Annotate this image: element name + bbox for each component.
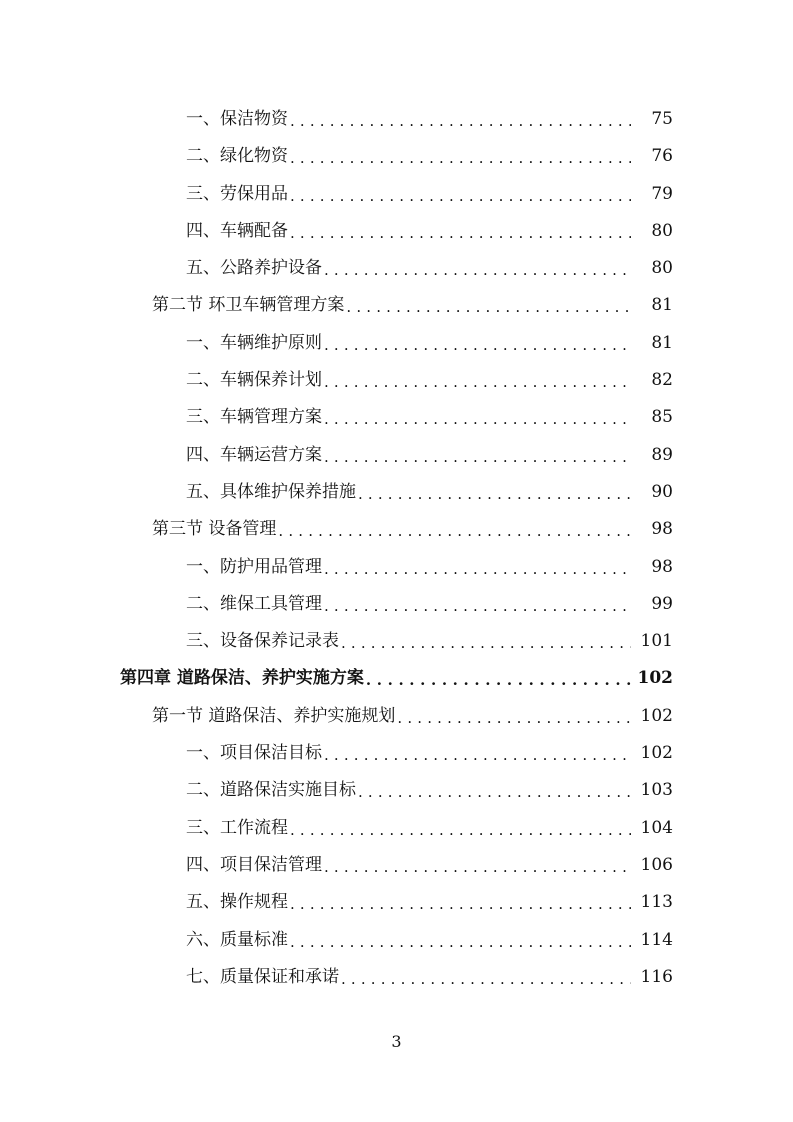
toc-entry[interactable] xyxy=(0,660,793,697)
toc-dot-leader xyxy=(324,325,631,362)
page-number: 3 xyxy=(391,1032,402,1051)
toc-entry[interactable] xyxy=(0,325,793,362)
toc-entry[interactable] xyxy=(0,176,793,213)
toc-entry-title: 六、质量标准 xyxy=(186,929,288,950)
toc-entry-title: 二、绿化物资 xyxy=(186,146,288,167)
toc-entry-page: 81 xyxy=(651,295,673,316)
toc-entry[interactable] xyxy=(0,772,793,809)
table-of-contents xyxy=(0,101,793,996)
toc-entry[interactable] xyxy=(0,437,793,474)
toc-entry-title: 七、质量保证和承诺 xyxy=(186,966,339,987)
toc-entry-page: 113 xyxy=(640,892,673,913)
toc-dot-leader xyxy=(290,176,631,213)
toc-entry[interactable] xyxy=(0,250,793,287)
toc-entry-title: 二、车辆保养计划 xyxy=(186,370,322,391)
toc-dot-leader xyxy=(290,138,631,175)
toc-entry[interactable] xyxy=(0,549,793,586)
toc-entry-title: 四、车辆配备 xyxy=(186,220,288,241)
toc-entry-title: 三、工作流程 xyxy=(186,817,288,838)
toc-dot-leader xyxy=(324,362,631,399)
toc-entry-page: 79 xyxy=(651,183,673,204)
toc-entry[interactable] xyxy=(0,884,793,921)
toc-entry-page: 103 xyxy=(640,780,673,801)
toc-entry-page: 80 xyxy=(651,258,673,279)
toc-entry-page: 114 xyxy=(640,929,673,950)
toc-dot-leader xyxy=(290,810,631,847)
toc-entry-page: 98 xyxy=(651,519,673,540)
toc-dot-leader xyxy=(397,698,631,735)
toc-entry[interactable] xyxy=(0,810,793,847)
toc-entry-page: 82 xyxy=(651,370,673,391)
toc-dot-leader xyxy=(324,847,631,884)
toc-dot-leader xyxy=(358,474,631,511)
toc-dot-leader xyxy=(290,213,631,250)
toc-entry[interactable] xyxy=(0,213,793,250)
toc-entry-page: 102 xyxy=(640,705,673,726)
toc-dot-leader xyxy=(324,250,631,287)
toc-entry-title: 三、设备保养记录表 xyxy=(186,631,339,652)
toc-entry-title: 第一节 道路保洁、养护实施规划 xyxy=(152,705,396,726)
toc-entry-title: 四、项目保洁管理 xyxy=(186,854,322,875)
toc-entry-title: 二、维保工具管理 xyxy=(186,593,322,614)
toc-entry[interactable] xyxy=(0,101,793,138)
toc-entry-page: 104 xyxy=(640,817,673,838)
toc-entry-page: 98 xyxy=(651,556,673,577)
toc-entry-title: 第二节 环卫车辆管理方案 xyxy=(152,295,345,316)
toc-dot-leader xyxy=(358,772,631,809)
toc-entry-title: 五、具体维护保养措施 xyxy=(186,481,356,502)
toc-entry-title: 三、车辆管理方案 xyxy=(186,407,322,428)
toc-entry[interactable] xyxy=(0,735,793,772)
toc-entry[interactable] xyxy=(0,474,793,511)
toc-entry-title: 三、劳保用品 xyxy=(186,183,288,204)
toc-entry-title: 五、操作规程 xyxy=(186,892,288,913)
toc-dot-leader xyxy=(346,287,631,324)
toc-entry-page: 102 xyxy=(637,668,673,689)
toc-entry-page: 99 xyxy=(651,593,673,614)
toc-entry[interactable] xyxy=(0,922,793,959)
toc-dot-leader xyxy=(290,101,631,138)
toc-dot-leader xyxy=(324,735,631,772)
toc-entry[interactable] xyxy=(0,362,793,399)
toc-entry-page: 75 xyxy=(651,109,673,129)
toc-entry-title: 一、车辆维护原则 xyxy=(186,332,322,353)
toc-entry-title: 二、道路保洁实施目标 xyxy=(186,780,356,801)
toc-entry[interactable] xyxy=(0,847,793,884)
toc-entry[interactable] xyxy=(0,623,793,660)
toc-dot-leader xyxy=(278,511,631,548)
toc-dot-leader xyxy=(290,922,631,959)
toc-entry-title: 第四章 道路保洁、养护实施方案 xyxy=(120,668,364,689)
toc-dot-leader xyxy=(366,660,631,697)
toc-entry-page: 80 xyxy=(651,220,673,241)
toc-entry-page: 101 xyxy=(640,631,673,652)
toc-entry[interactable] xyxy=(0,287,793,324)
toc-entry-page: 85 xyxy=(651,407,673,428)
toc-dot-leader xyxy=(324,549,631,586)
toc-entry-page: 106 xyxy=(640,854,673,875)
toc-dot-leader xyxy=(324,399,631,436)
toc-entry-page: 89 xyxy=(651,444,673,465)
toc-entry[interactable] xyxy=(0,511,793,548)
toc-dot-leader xyxy=(324,586,631,623)
toc-entry[interactable] xyxy=(0,959,793,996)
toc-entry-title: 一、保洁物资 xyxy=(186,109,288,129)
toc-entry[interactable] xyxy=(0,586,793,623)
toc-entry-page: 81 xyxy=(651,332,673,353)
toc-entry-page: 76 xyxy=(651,146,673,167)
toc-entry-page: 102 xyxy=(640,743,673,764)
toc-entry-title: 四、车辆运营方案 xyxy=(186,444,322,465)
toc-entry-page: 116 xyxy=(640,966,673,987)
toc-entry[interactable] xyxy=(0,698,793,735)
toc-entry-title: 第三节 设备管理 xyxy=(152,519,277,540)
toc-entry-title: 一、项目保洁目标 xyxy=(186,743,322,764)
toc-entry[interactable] xyxy=(0,399,793,436)
toc-dot-leader xyxy=(290,884,631,921)
toc-entry-title: 五、公路养护设备 xyxy=(186,258,322,279)
toc-dot-leader xyxy=(341,959,631,996)
toc-entry-page: 90 xyxy=(651,481,673,502)
toc-dot-leader xyxy=(341,623,631,660)
toc-entry-title: 一、防护用品管理 xyxy=(186,556,322,577)
toc-dot-leader xyxy=(324,437,631,474)
toc-entry[interactable] xyxy=(0,138,793,175)
